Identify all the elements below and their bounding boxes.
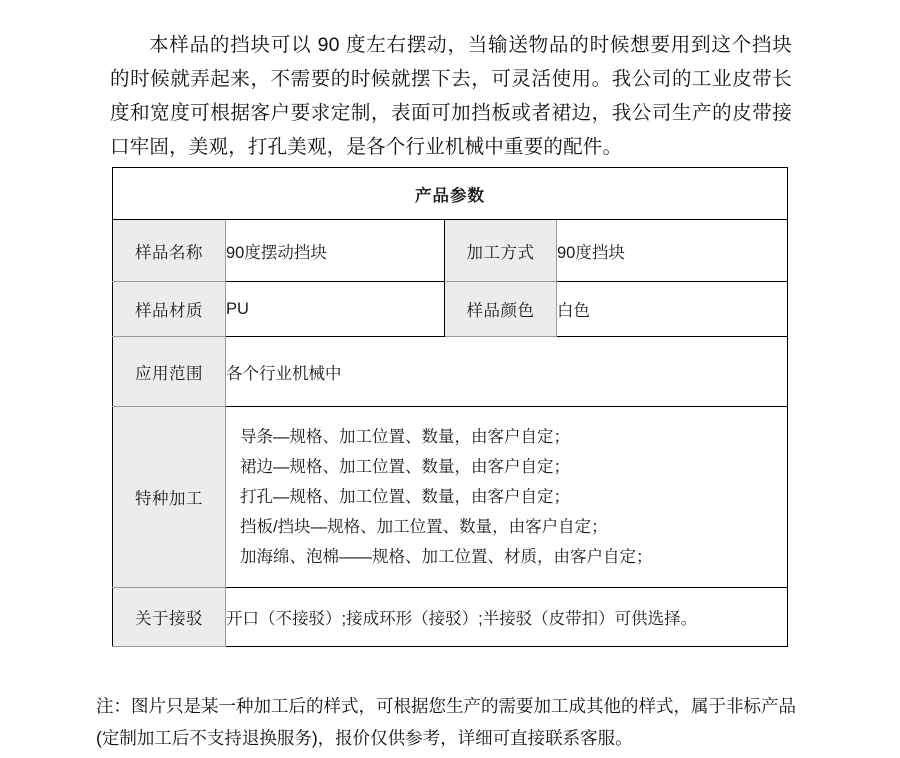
- row-value-sample-name: 90度摆动挡块: [226, 220, 445, 282]
- row-value-application-scope: 各个行业机械中: [226, 337, 788, 407]
- product-parameters-table: [112, 167, 788, 647]
- row-value-joint-info: 开口（不接驳）;接成环形（接驳）;半接驳（皮带扣）可供选择。: [226, 588, 788, 647]
- special-processing-line: 挡板/挡块—规格、加工位置、数量，由客户自定；: [240, 518, 608, 536]
- table-row-sample-name: [113, 220, 788, 282]
- row-label-special-processing: 特种加工: [113, 407, 226, 588]
- row-label-sample-material: 样品材质: [113, 282, 226, 337]
- table-row-application-scope: [113, 337, 788, 407]
- table-row-joint-info: [113, 588, 788, 647]
- table-row-special-processing: [113, 407, 788, 588]
- row-label-sample-name: 样品名称: [113, 220, 226, 282]
- table-title: 产品参数: [113, 168, 788, 220]
- table-title-row: [113, 168, 788, 220]
- footer-note: 注：图片只是某一种加工后的样式，可根据您生产的需要加工成其他的样式，属于非标产品(定制加工后不支持退换服务)，报价仅供参考，详细可直接联系客服。: [96, 695, 796, 748]
- special-processing-list: [226, 418, 787, 576]
- row-value-process-method: 90度挡块: [557, 220, 788, 282]
- row-value-special-processing: [226, 407, 788, 588]
- row-value-sample-material: PU: [226, 282, 445, 337]
- special-processing-line: 裙边—规格、加工位置、数量，由客户自定；: [240, 458, 570, 476]
- row-label-process-method: 加工方式: [445, 220, 557, 282]
- row-label-sample-color: 样品颜色: [445, 282, 557, 337]
- row-label-joint-info: 关于接驳: [113, 588, 226, 647]
- row-value-sample-color: 白色: [557, 282, 788, 337]
- special-processing-line: 打孔—规格、加工位置、数量，由客户自定；: [240, 488, 570, 506]
- special-processing-line: 加海绵、泡棉——规格、加工位置、材质，由客户自定；: [240, 548, 653, 566]
- special-processing-line: 导条—规格、加工位置、数量，由客户自定；: [240, 428, 570, 446]
- row-label-application-scope: 应用范围: [113, 337, 226, 407]
- intro-paragraph: 本样品的挡块可以 90 度左右摆动，当输送物品的时候想要用到这个挡块的时候就弄起来，不需要的时候就摆下去，可灵活使用。我公司的工业皮带长度和宽度可根据客户要求定制，表面可加挡板或者裙边，我公司生产的皮带接口牢固，美观，打孔美观，是各个行业机械中重要的配件。: [110, 33, 792, 158]
- table-row-sample-material: [113, 282, 788, 337]
